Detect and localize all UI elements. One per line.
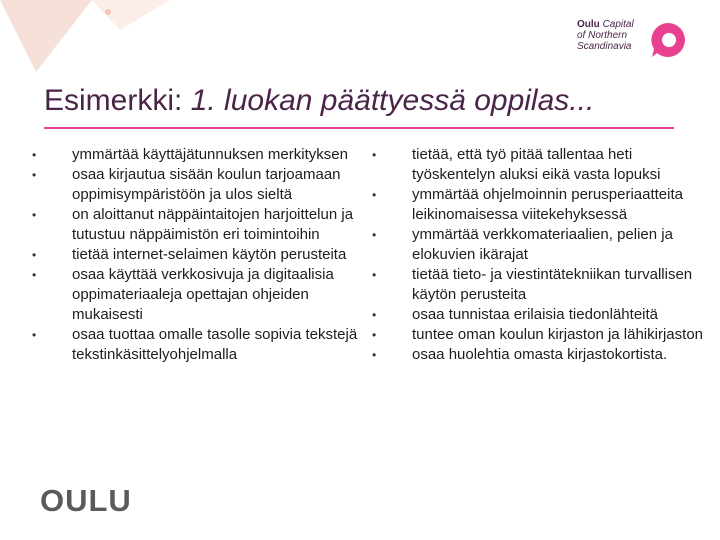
list-item	[370, 225, 710, 265]
list-item	[30, 325, 360, 365]
bullet-icon: •	[372, 188, 377, 202]
list-item	[370, 145, 710, 185]
corner-dot	[105, 9, 111, 15]
peach-triangle	[0, 0, 92, 72]
list-item	[370, 305, 710, 325]
list-item-text: tietää tieto- ja viestintätekniikan turvallisen käytön perusteita	[412, 266, 693, 303]
logo-oulu-word: Oulu	[577, 19, 600, 30]
logo-capital-word: Capital	[602, 19, 634, 30]
title-underline	[44, 127, 674, 129]
list-item-text: osaa kirjautua sisään koulun tarjoamaan oppimisympäristöön ja ulos sieltä	[72, 166, 341, 203]
oulu-footer-logo: OULU	[40, 483, 132, 518]
list-item-text: ymmärtää verkkomateriaalien, pelien ja elokuvien ikärajat	[412, 226, 673, 263]
bullet-icon: •	[32, 248, 37, 262]
list-item-text: ymmärtää käyttäjätunnuksen merkityksen	[72, 146, 348, 163]
list-item	[30, 205, 360, 245]
list-item	[30, 245, 360, 265]
speech-bubble-icon	[649, 21, 687, 59]
logo-line-3: Scandinavia	[577, 41, 632, 52]
list-item-text: osaa huolehtia omasta kirjastokortista.	[412, 346, 668, 363]
bullet-icon: •	[32, 268, 37, 282]
bullet-icon: •	[372, 348, 377, 362]
logo-line-1	[577, 19, 649, 30]
logo-line-2: of Northern	[577, 30, 628, 41]
bullet-icon: •	[32, 148, 37, 162]
bullet-icon: •	[372, 328, 377, 342]
list-item-text: osaa tuottaa omalle tasolle sopivia tekstejä tekstinkäsittelyohjelmalla	[72, 326, 358, 363]
title-rest: 1. luokan päättyessä oppilas...	[190, 84, 595, 117]
bullet-icon: •	[372, 228, 377, 242]
list-item-text: tuntee oman koulun kirjaston ja lähikirjaston	[412, 326, 703, 343]
list-item	[30, 145, 360, 165]
bullet-icon: •	[372, 148, 377, 162]
list-item-text: osaa tunnistaa erilaisia tiedonlähteitä	[412, 306, 658, 323]
list-item	[30, 165, 360, 205]
bullet-icon: •	[32, 328, 37, 342]
bullet-icon: •	[32, 208, 37, 222]
bullet-icon: •	[372, 308, 377, 322]
logo-text	[577, 19, 649, 52]
list-item-text: on aloittanut näppäintaitojen harjoittelun ja tutustuu näppäimistön eri toimintoihin	[72, 206, 354, 243]
peach-strip	[92, 0, 170, 30]
bullet-icon: •	[372, 268, 377, 282]
title-prefix: Esimerkki:	[44, 84, 191, 117]
list-item-text: osaa käyttää verkkosivuja ja digitaalisia oppimateriaaleja opettajan ohjeiden mukaisesti	[72, 266, 334, 323]
list-item	[30, 265, 360, 325]
list-item	[370, 185, 710, 225]
left-bullet-list	[30, 145, 360, 365]
right-bullet-list	[370, 145, 710, 365]
list-item	[370, 345, 710, 365]
list-item	[370, 325, 710, 345]
list-item-text: tietää, että työ pitää tallentaa heti työskentelyn aluksi eikä vasta lopuksi	[412, 146, 661, 183]
list-item-text: ymmärtää ohjelmoinnin perusperiaatteita leikinomaisessa viitekehyksessä	[412, 186, 683, 223]
list-item-text: tietää internet-selaimen käytön perusteita	[72, 246, 347, 263]
oulu-capital-logo	[577, 19, 689, 61]
list-item	[370, 265, 710, 305]
slide-title	[44, 84, 594, 118]
bullet-icon: •	[32, 168, 37, 182]
